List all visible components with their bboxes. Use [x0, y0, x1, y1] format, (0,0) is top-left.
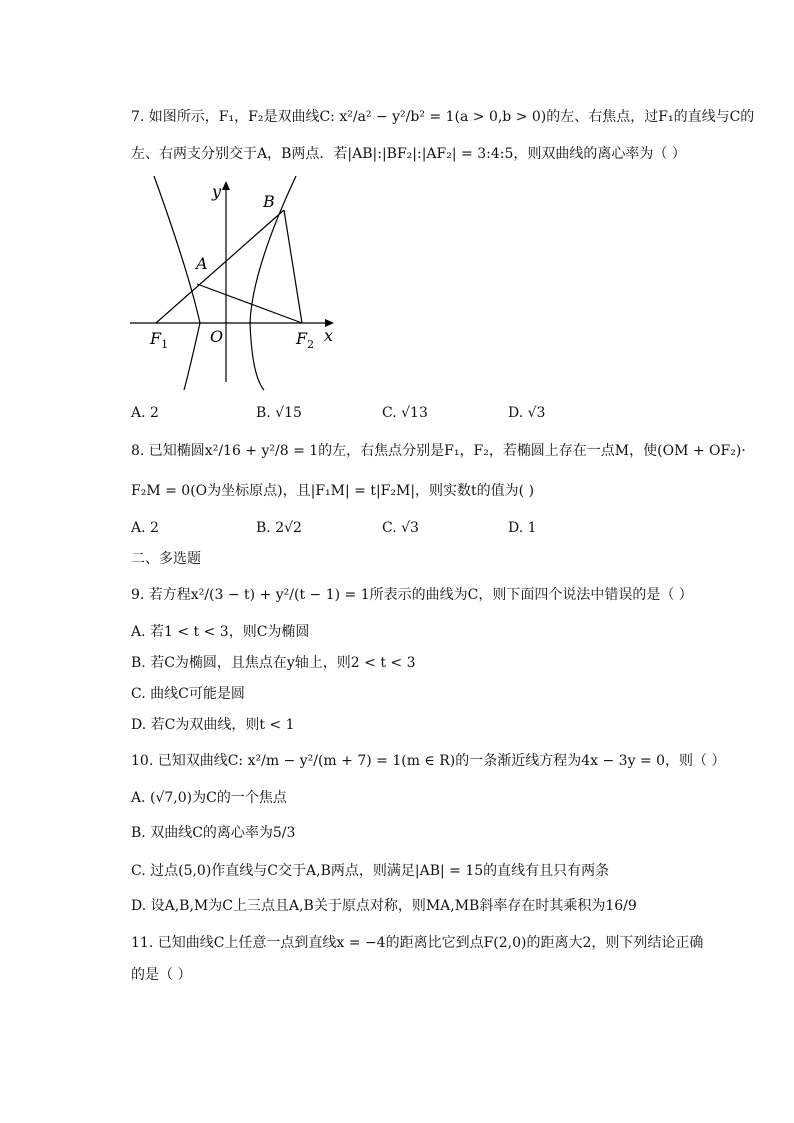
q8-option-c[interactable]: C. √3 [382, 520, 419, 536]
q8-option-b[interactable]: B. 2√2 [256, 520, 302, 536]
section-heading: 二、多选题 [131, 551, 201, 567]
q11-line2: 的是（ ） [131, 967, 192, 983]
q10-line1: 10. 已知双曲线C: x²/m − y²/(m + 7) = 1(m ∈ R)的一条渐近线方程为4x − 3y = 0，则（ ） [131, 753, 726, 769]
point-A-label: A [196, 254, 208, 273]
q7-line1: 7. 如图所示，F₁，F₂是双曲线C: x²/a² − y²/b² = 1(a > 0,b > 0)的左、右焦点，过F₁的直线与C的 [131, 109, 755, 125]
q9-option-a[interactable]: A. 若1 < t < 3，则C为椭圆 [131, 624, 310, 640]
x-axis-label: x [324, 326, 334, 345]
q8-option-a[interactable]: A. 2 [131, 520, 159, 536]
y-axis-label: y [212, 182, 222, 201]
hyperbola-figure [126, 172, 346, 392]
q8-line2: F₂M = 0(O为坐标原点)，且|F₁M| = t|F₂M|，则实数t的值为( ) [131, 483, 535, 499]
q10-option-b[interactable]: B. 双曲线C的离心率为5/3 [131, 825, 296, 841]
q8-line1: 8. 已知椭圆x²/16 + y²/8 = 1的左，右焦点分别是F₁，F₂，若椭圆上存在一点M，使(OM + OF₂)· [131, 443, 746, 459]
q9-option-c[interactable]: C. 曲线C可能是圆 [131, 686, 245, 702]
q7-option-a[interactable]: A. 2 [131, 405, 159, 421]
focus-F2-label: $F_2$ [296, 329, 315, 351]
q7-option-c[interactable]: C. √13 [382, 405, 428, 421]
q10-option-c[interactable]: C. 过点(5,0)作直线与C交于A,B两点，则满足|AB| = 15的直线有且只有两条 [131, 863, 610, 879]
q7-option-b[interactable]: B. √15 [256, 405, 302, 421]
q10-option-d[interactable]: D. 设A,B,M为C上三点且A,B关于原点对称，则MA,MB斜率存在时其乘积为16/9 [131, 898, 637, 914]
q9-line1: 9. 若方程x²/(3 − t) + y²/(t − 1) = 1所表示的曲线为C，则下面四个说法中错误的是（ ） [131, 587, 693, 603]
q7-line2: 左、右两支分别交于A，B两点．若|AB|:|BF₂|:|AF₂| = 3:4:5，则双曲线的离心率为（ ） [131, 146, 686, 162]
focus-F1-label: $F_1$ [150, 329, 169, 351]
line-B-F2 [284, 210, 302, 323]
q11-line1: 11. 已知曲线C上任意一点到直线x = −4的距离比它到点F(2,0)的距离大2，则下列结论正确 [131, 935, 704, 951]
line-A-F2 [197, 284, 302, 323]
origin-label: O [210, 327, 224, 346]
q7-option-d[interactable]: D. √3 [508, 405, 546, 421]
q10-option-a[interactable]: A. (√7,0)为C的一个焦点 [131, 790, 287, 806]
q8-option-d[interactable]: D. 1 [508, 520, 537, 536]
q9-option-d[interactable]: D. 若C为双曲线，则t < 1 [131, 717, 295, 733]
point-B-label: B [263, 192, 275, 211]
y-axis-arrow [222, 181, 230, 190]
q9-option-b[interactable]: B. 若C为椭圆，且焦点在y轴上，则2 < t < 3 [131, 655, 416, 671]
hyperbola-left-branch [154, 176, 200, 390]
line-F1-B [156, 210, 284, 323]
